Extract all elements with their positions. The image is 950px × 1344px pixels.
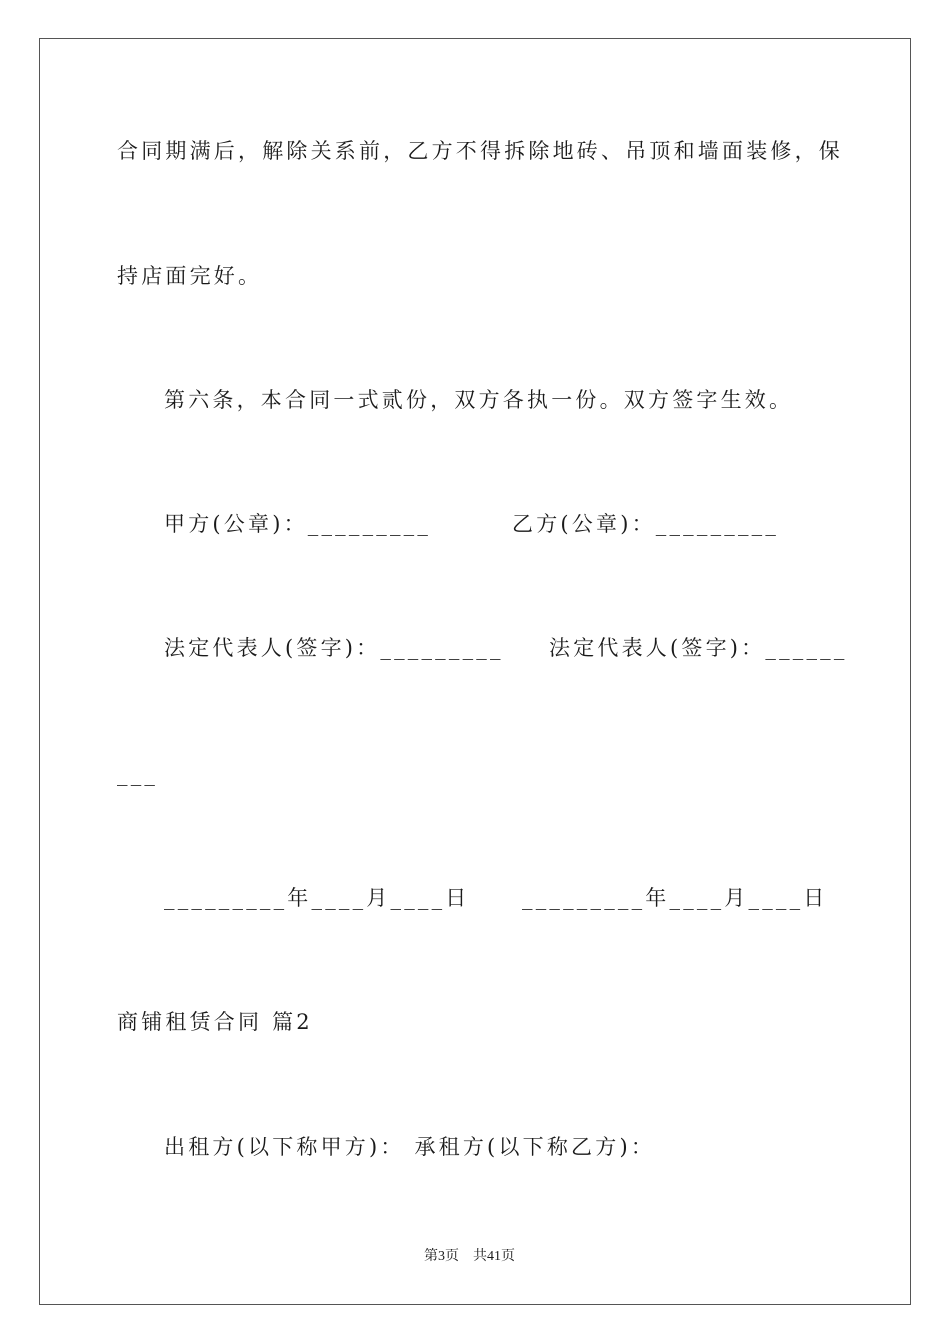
party-b-seal: 乙方(公章)：_________	[512, 512, 780, 536]
party-a-seal: 甲方(公章)：_________	[164, 512, 432, 536]
body-line-2: 持店面完好。	[117, 264, 263, 288]
date-party-a: _________年____月____日	[164, 886, 470, 910]
page-footer: 第3页 共41页	[424, 1249, 515, 1264]
party-b-representative: 法定代表人(签字)：______	[549, 636, 848, 660]
section-title: 商铺租赁合同 篇2	[117, 1010, 313, 1034]
clause-six: 第六条，本合同一式贰份，双方各执一份。双方签字生效。	[164, 388, 794, 412]
party-a-representative: 法定代表人(签字)：_________	[164, 636, 504, 660]
date-party-b: _________年____月____日	[522, 886, 828, 910]
lessor-lessee-line: 出租方(以下称甲方)： 承租方(以下称乙方)：	[164, 1135, 656, 1159]
body-line-1: 合同期满后，解除关系前，乙方不得拆除地砖、吊顶和墙面装修，保	[117, 139, 843, 163]
page-frame	[39, 38, 911, 1305]
representative-continuation: ___	[117, 762, 159, 786]
